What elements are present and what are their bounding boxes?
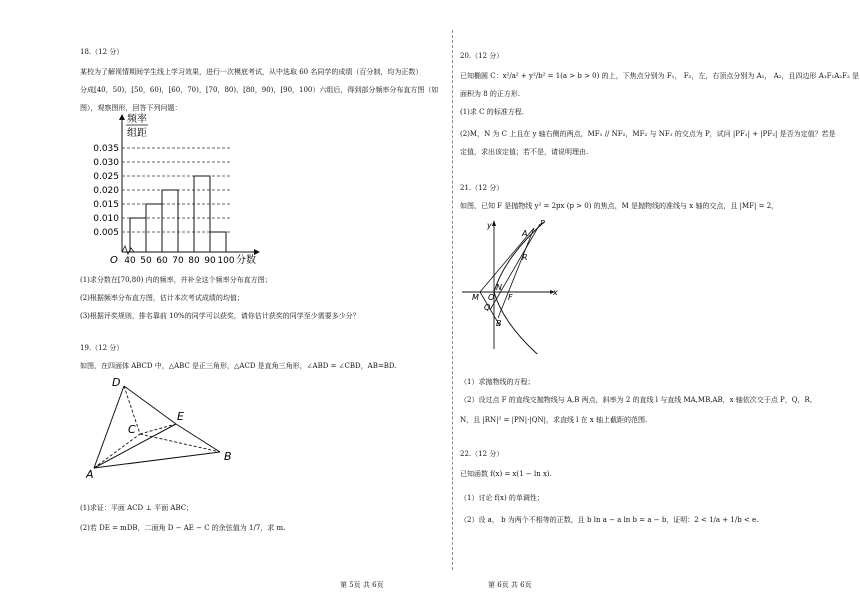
para-label-x: x [553, 288, 558, 297]
line-AB [498, 228, 534, 318]
hist-ylabel-bottom: 组距 [127, 128, 147, 139]
q22-line-1: 已知函数 f(x) = x(1 − ln x). [460, 470, 552, 478]
q21-heading: 21.（12 分） [460, 184, 504, 192]
para-label-y: y [487, 221, 492, 230]
para-label-B: B [496, 319, 502, 328]
edge-CB [140, 434, 220, 452]
q21-sub-2a: （2）设过点 F 的直线交抛物线与 A,B 两点，斜率为 2 的直线 l 与直线 MA,MB,AB，x 轴依次交于点 P，Q，R， [460, 396, 817, 404]
q20-heading: 20.（12 分） [460, 52, 504, 60]
q22-sub-1: （1）讨论 f(x) 的单调性； [460, 494, 544, 502]
hist-xtick-70: 70 [172, 256, 184, 264]
parabola-figure [460, 214, 560, 354]
hist-y-arrow [119, 114, 125, 120]
q18-line-2: 分成[40，50)，[50，60)，[60，70)，[70，80)，[80，90)，[90，100）六组后，得到部分频率分布直方图（如 [80, 86, 439, 94]
q22-heading: 22.（12 分） [460, 450, 504, 458]
q19-line-1: 如图，在四面体 ABCD 中，△ABC 是正三角形，△ACD 是直角三角形，∠ABD = ∠CBD，AB=BD. [80, 362, 397, 370]
edge-AB [94, 452, 220, 468]
para-label-O: O [488, 293, 495, 302]
column-divider [452, 30, 453, 570]
hist-xtick-40: 40 [124, 256, 136, 264]
hist-xtick-100: 100 [217, 256, 235, 264]
para-y-arrow [492, 220, 496, 226]
q20-sub-2b: 定值，求出该定值；若不是，请说明理由. [460, 148, 589, 156]
q21-line-1: 如图，已知 F 是抛物线 y² = 2px (p > 0) 的焦点，M 是抛物线的准线与 x 轴的交点，且 |MF| = 2， [460, 202, 779, 210]
hist-ytick-0030: 0.030 [93, 158, 119, 168]
hist-bar-80-90 [194, 176, 210, 252]
label-D: D [112, 376, 121, 389]
q18-line-1: 某校为了解视情期间学生线上学习效果，进行一次模底考试，从中选取 60 名同学的成绩（百分制，均为正数） [80, 68, 423, 76]
q19-sub-2: (2)若 DE = mDB，二面角 D − AE − C 的余弦值为 1/7，求 m. [80, 524, 286, 532]
hist-xtick-80: 80 [188, 256, 200, 264]
q19-heading: 19.（12 分） [80, 344, 124, 352]
hist-ytick-0005: 0.005 [93, 228, 119, 238]
hist-xtick-60: 60 [156, 256, 168, 264]
page-number-left: 第 5页 共 6页 [340, 581, 384, 589]
edge-EB [176, 424, 220, 452]
edge-DA [94, 386, 124, 468]
hist-ylabel-top: 频率 [127, 114, 147, 125]
q20-line-1: 已知椭圆 C：x²/a² + y²/b² = 1(a > b > 0) 的上，下焦点分别为 F₁， F₂，左，右顶点分别为 A₁， A₂，且四边形 A₁F₁A₂F₂ 是 [460, 72, 860, 80]
q18-sub-1: (1)求分数在[70,80) 内的频率，并补全这个频率分布直方图； [80, 276, 272, 284]
q21-sub-2b: N，且 |RN|² = |PN|·|QN|，求直线 l 在 x 轴上截距的范围. [460, 416, 648, 424]
q19-sub-1: (1)求证：平面 ACD ⊥ 平面 ABC； [80, 504, 194, 512]
q21-sub-1: （1）求抛物线的方程； [460, 378, 535, 386]
q20-line-2: 面积为 8 的正方形. [460, 90, 521, 98]
label-B: B [224, 450, 232, 463]
para-label-R: R [522, 253, 528, 262]
q20-sub-2a: (2)M，N 为 C 上且在 y 轴右侧的两点，MF₁ // NF₂，MF₂ 与 NF₁ 的交点为 P，试问 |PF₁| + |PF₂| 是否为定值？若是 [460, 130, 836, 138]
hist-xtick-90: 90 [204, 256, 216, 264]
q18-heading: 18.（12 分） [80, 48, 124, 56]
hist-ytick-0020: 0.020 [93, 186, 119, 196]
hist-bar-40-50 [130, 218, 146, 252]
label-E: E [177, 410, 184, 423]
q18-sub-2: (2)根据频率分布直方图，估计本次考试成绩的均值； [80, 294, 244, 302]
hist-bar-90-100 [210, 232, 226, 252]
label-C: C [128, 423, 136, 436]
label-A: A [86, 468, 94, 480]
q18-sub-3: (3)根据评奖规则，排名靠前 10%的同学可以获奖，请你估计获奖的同学至少需要多少分？ [80, 312, 360, 320]
hist-ytick-0025: 0.025 [93, 172, 119, 182]
para-label-F: F [508, 293, 513, 302]
para-label-A: A [522, 229, 528, 238]
tetrahedron-figure [86, 376, 246, 480]
hist-bar-60-70 [162, 190, 178, 252]
edge-DE [124, 386, 176, 424]
hist-ytick-0015: 0.015 [93, 200, 119, 210]
q18-line-3: 图），观察图形，回答下列问题： [80, 104, 182, 112]
hist-bar-50-60 [146, 204, 162, 252]
q22-sub-2: （2）设 a， b 为两个不相等的正数，且 b ln a − a ln b = a − b，证明：2 < 1/a + 1/b < e. [460, 516, 759, 524]
hist-xlabel: 分数 [236, 255, 256, 264]
hist-ytick-0010: 0.010 [93, 214, 119, 224]
page-number-right: 第 6页 共 6页 [488, 581, 532, 589]
para-label-P: P [540, 219, 545, 228]
para-label-N: N [496, 283, 502, 292]
para-label-M: M [472, 293, 479, 302]
edge-CE [140, 424, 176, 434]
q20-sub-1: (1)求 C 的标准方程. [460, 108, 524, 116]
frequency-histogram [82, 112, 262, 264]
hist-axis-break [122, 246, 134, 254]
para-label-Q: Q [484, 303, 491, 312]
hist-ytick-0035: 0.035 [93, 144, 119, 154]
line-l [490, 224, 540, 310]
hist-origin: O [110, 255, 118, 264]
hist-xtick-50: 50 [140, 256, 152, 264]
